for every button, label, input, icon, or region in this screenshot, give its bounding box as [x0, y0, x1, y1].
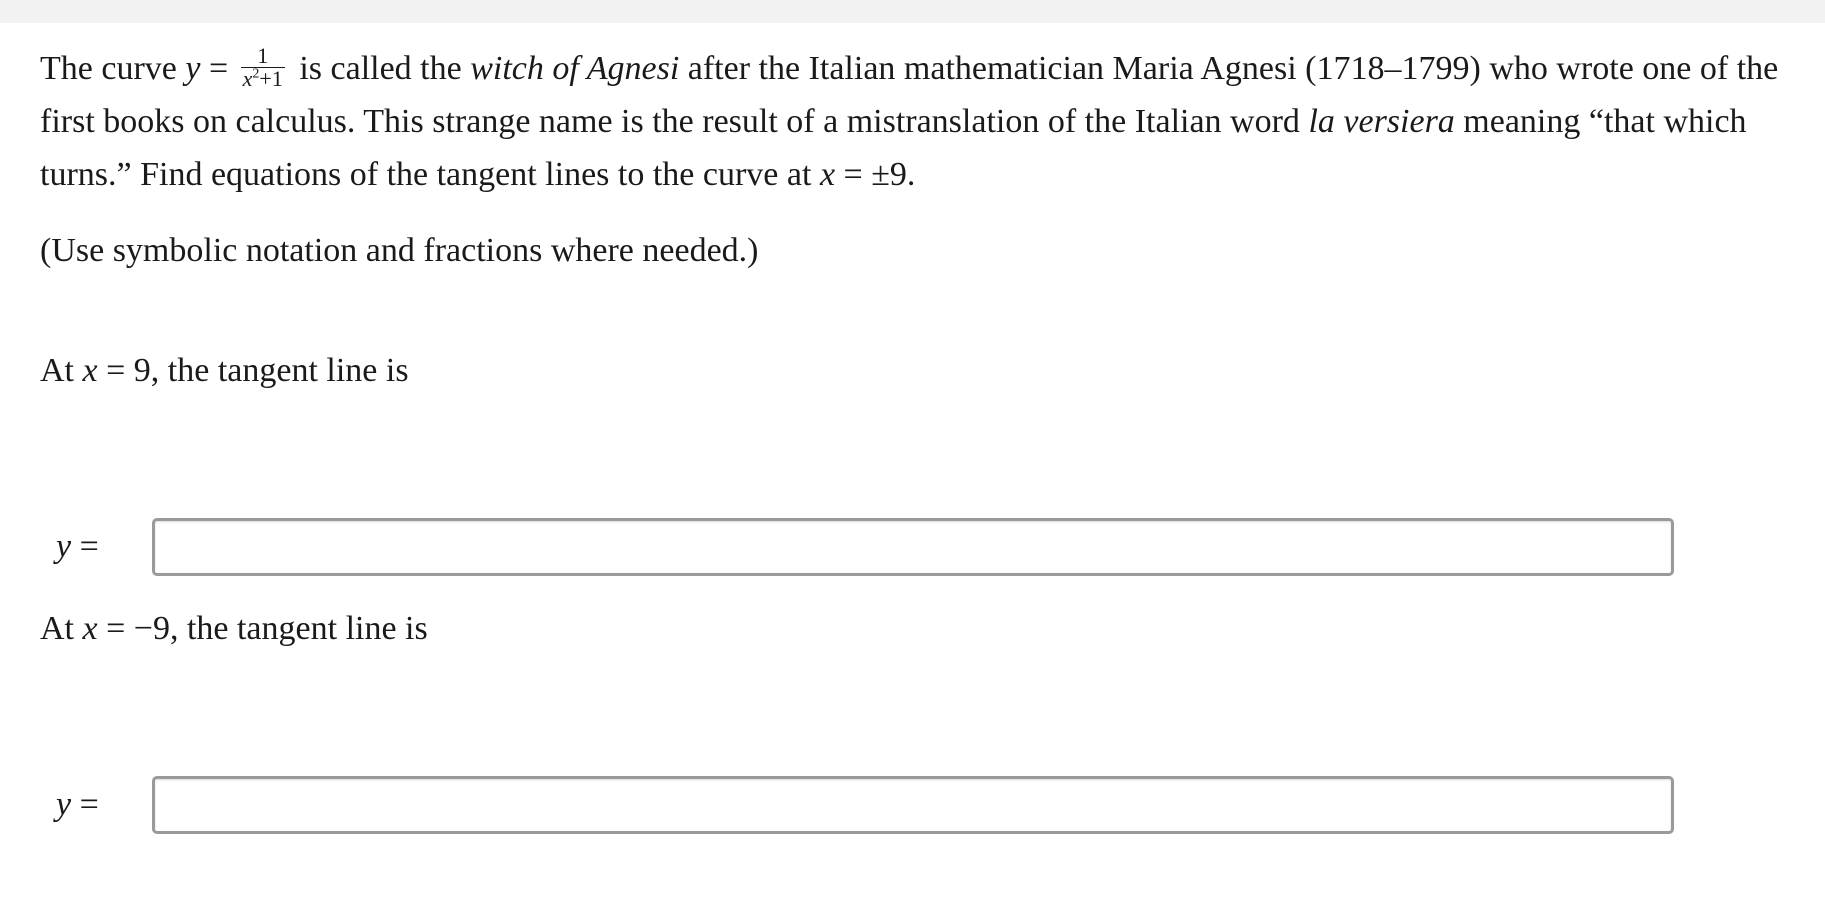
part2-prompt	[40, 602, 428, 655]
part2-suffix: , the tangent line is	[169, 610, 428, 647]
part2-answer-row	[40, 776, 1674, 834]
history-text: after the Italian mathematician Maria Agnesi (1718–1799) who wrote one of the first books on calculus. This strange name is the result of a mistranslation of the Italian word	[40, 50, 1779, 140]
top-bar	[0, 0, 1825, 23]
part2-value: = −9	[97, 610, 170, 647]
task-text: meaning “that which turns.” Find equations of the tangent lines to the curve at	[40, 103, 1747, 193]
pm-value: = ±9	[835, 156, 907, 193]
part1-prefix: At	[40, 352, 83, 389]
part2-equals: =	[71, 786, 99, 823]
part1-prompt	[40, 344, 409, 397]
part1-equals: =	[71, 528, 99, 565]
curve-equation	[185, 42, 290, 91]
part2-y-variable: y	[56, 786, 72, 823]
end-period: .	[906, 156, 916, 193]
y-variable: y	[185, 50, 201, 87]
fraction-numerator: 1	[241, 45, 285, 68]
part1-answer-input[interactable]	[152, 518, 1674, 576]
fraction-denominator	[241, 65, 285, 91]
x-variable: x	[819, 156, 836, 193]
part2-x-variable: x	[82, 610, 98, 647]
part1-y-variable: y	[56, 528, 72, 565]
part2-prefix: At	[40, 610, 83, 647]
witch-name: witch of Agnesi	[470, 50, 680, 87]
problem-statement	[40, 42, 1820, 201]
denominator-tail: +1	[259, 65, 283, 91]
equals-sign: =	[200, 50, 237, 87]
denominator-variable: x	[242, 65, 253, 91]
question-content	[40, 42, 1820, 823]
part2-answer-input[interactable]	[152, 776, 1674, 834]
called-text: is called the	[290, 50, 471, 87]
intro-text: The curve	[40, 50, 186, 87]
part1-answer-row	[40, 518, 1674, 576]
part1-value: = 9	[97, 352, 151, 389]
part1-x-variable: x	[82, 352, 98, 389]
italian-word: la versiera	[1308, 103, 1455, 140]
denominator-exponent: 2	[252, 66, 260, 82]
part1-answer-label	[40, 528, 152, 566]
part2-answer-label	[40, 786, 152, 824]
fraction	[241, 42, 285, 91]
notation-hint: (Use symbolic notation and fractions where needed.)	[40, 232, 759, 269]
part1-suffix: , the tangent line is	[150, 352, 409, 389]
